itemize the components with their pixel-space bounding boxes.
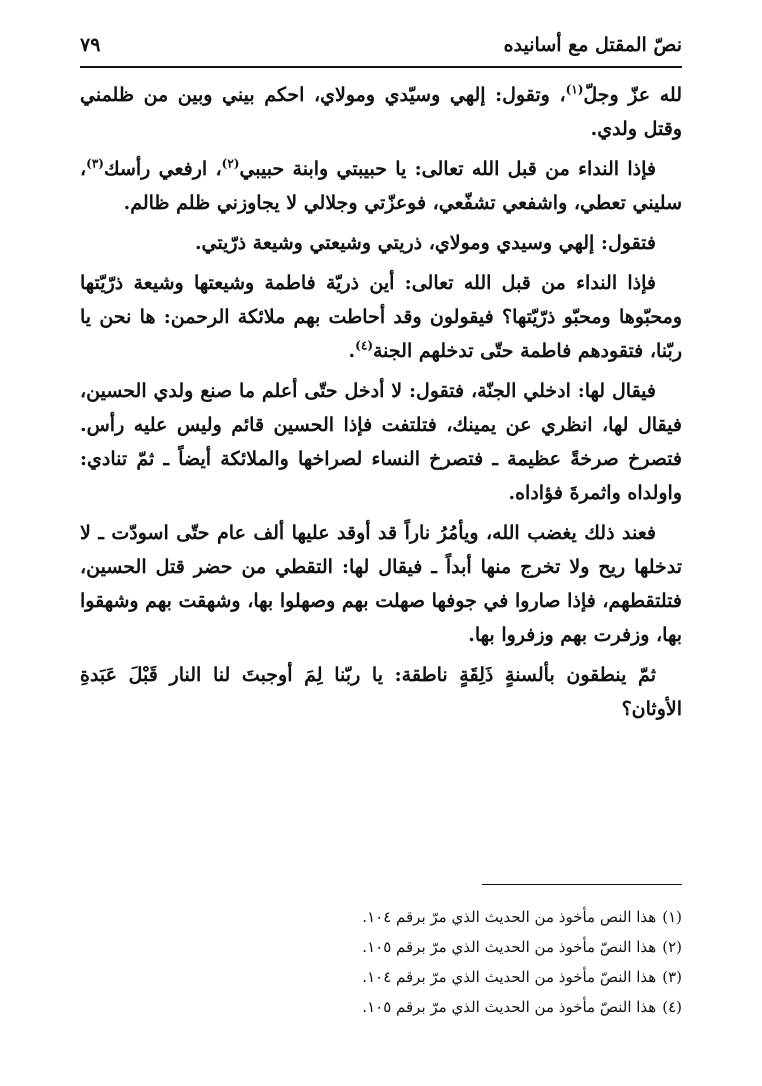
footnote-number: (١): [662, 908, 682, 926]
paragraph-text: ، سليني تعطي، واشفعي تشفّعي، فوعزّتي وجلالي لا يجاوزني ظلم ظالم.: [80, 158, 682, 214]
footnote-ref-4: (٤): [355, 338, 373, 353]
footnote-number: (٣): [662, 968, 682, 986]
footnote-number: (٤): [662, 998, 682, 1016]
footnote-1: [80, 902, 682, 932]
running-title: نصّ المقتل مع أسانيده: [503, 34, 682, 56]
paragraph-2: [80, 152, 682, 220]
footnote-ref-2: (٢): [221, 156, 240, 171]
footnote-number: (٢): [662, 938, 682, 956]
paragraph-6: فعند ذلك يغضب الله، ويأمُرُ ناراً قد أوقد عليها ألف عام حتّى اسودّت ـ لا تدخلها ريح ولا تخرج منها أبداً ـ فيقال لها: التقطي من حضر قتل الحسين، فتلتقطهم، فإذا صاروا في جوفها صهلت بهم وصهلوا بها، وشهقت بهم وشهقوا بها، وزفرت بهم وزفروا بها.: [80, 522, 682, 646]
paragraph-5: فيقال لها: ادخلي الجنّة، فتقول: لا أدخل حتّى أعلم ما صنع ولدي الحسين، فيقال لها، انظري عن يمينك، فتلتفت فإذا الحسين قائم وليس عليه رأس. فتصرخ صرخةً عظيمة ـ فتصرخ النساء لصراخها والملائكة أيضاً ـ ثمّ تنادي: واولداه واثمرةَ فؤاداه.: [80, 380, 682, 504]
paragraph-text: فإذا النداء من قبل الله تعالى: أين ذريّة فاطمة وشيعتها وشيعة ذرّيّتها ومحبّوها ومحبّو ذرّيّتها؟ فيقولون وقد أحاطت بهم ملائكة الرحمن: ها نحن يا ربّنا، فتقودهم فاطمة حتّى تدخلهم الجنة: [80, 272, 682, 362]
footnotes: [80, 902, 682, 1022]
footnote-text: هذا النصّ مأخوذ من الحديث الذي مرّ برقم ١٠٥.: [362, 998, 657, 1016]
paragraph-text: ، وتقول: إلهي وسيّدي ومولاي، احكم بيني وبين من ظلمني وقتل ولدي.: [80, 84, 682, 140]
paragraph-1: [80, 78, 682, 146]
footnote-text: هذا النص مأخوذ من الحديث الذي مرّ برقم ١٠٤.: [362, 908, 657, 926]
footnote-divider: [482, 884, 682, 885]
footnote-text: هذا النصّ مأخوذ من الحديث الذي مرّ برقم ١٠٥.: [362, 938, 657, 956]
paragraph-3: فتقول: إلهي وسيدي ومولاي، ذريتي وشيعتي وشيعة ذرّيتي.: [194, 232, 656, 254]
footnote-ref-1: (١): [565, 82, 584, 97]
footnote-4: [80, 992, 682, 1022]
page-number: ٧٩: [80, 34, 101, 56]
paragraph-4: [80, 266, 682, 368]
footnote-text: هذا النصّ مأخوذ من الحديث الذي مرّ برقم ١٠٤.: [362, 968, 657, 986]
paragraph-text: فإذا النداء من قبل الله تعالى: يا حبيبتي وابنة حبيبي: [239, 158, 656, 180]
footnote-2: [80, 932, 682, 962]
footnote-ref-3: (٣): [86, 156, 104, 171]
main-text: [80, 78, 682, 726]
paragraph-7: ثمّ ينطقون بألسنةٍ ذَلِقَةٍ ناطقة: يا ربّنا لِمَ أوجبتَ لنا النار قَبْلَ عَبَدةِ الأوثان؟: [80, 664, 682, 720]
running-header: [80, 28, 682, 68]
paragraph-text: لله عزّ وجلّ: [583, 84, 682, 106]
footnote-3: [80, 962, 682, 992]
paragraph-text: ، ارفعي رأسك: [103, 158, 222, 180]
paragraph-text: .: [348, 340, 356, 362]
